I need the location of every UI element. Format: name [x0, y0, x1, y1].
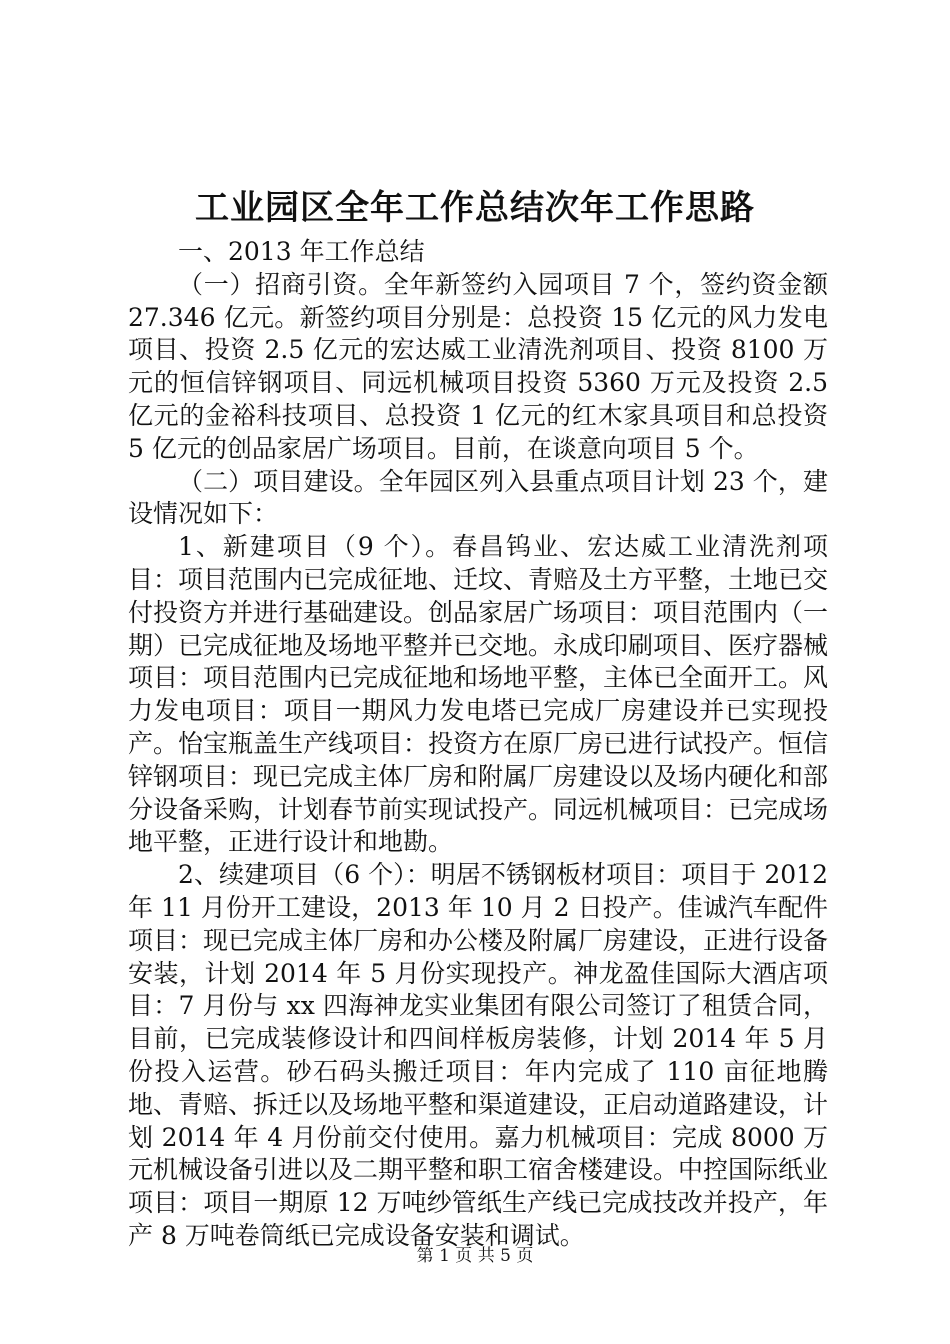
paragraph-continued-projects: 2、续建项目（6 个）：明居不锈钢板材项目：项目于 2012 年 11 月份开工建设，2013 年 10 月 2 日投产。佳诚汽车配件项目：现已完成主体厂房和办公楼及附属厂房建设，正进行设备安装，计划 2014 年 5 月份实现投产。神龙盈佳国际大酒店项目：7 月份与 xx 四海神龙实业集团有限公司签订了租赁合同，目前，已完成装修设计和四间样板房装修，计划 2014 年 5 月份投入运营。砂石码头搬迁项目：年内完成了 110 亩征地腾地、青赔、拆迁以及场地平整和渠道建设，正启动道路建设，计划 2014 年 4 月份前交付使用。嘉力机械项目：完成 8000 万元机械设备引进以及二期平整和职工宿舍楼建设。中控国际纸业项目：项目一期原 12 万吨纱管纸生产线已完成技改并投产，年产 8 万吨卷筒纸已完成设备安装和调试。	[128, 860, 829, 1250]
paragraph-investment: （一）招商引资。全年新签约入园项目 7 个，签约资金额 27.346 亿元。新签约项目分别是：总投资 15 亿元的风力发电项目、投资 2.5 亿元的宏达威工业清洗剂项目、投资 8100 万元的恒信锌钢项目、同远机械项目投资 5360 万元及投资 2.5 亿元的金裕科技项目、总投资 1 亿元的红木家具项目和总投资 5 亿元的创品家居广场项目。目前，在谈意向项目 5 个。	[128, 269, 828, 463]
paragraph-new-projects: 1、新建项目（9 个）。春昌钨业、宏达威工业清洗剂项目：项目范围内已完成征地、迁坟、青赔及土方平整，土地已交付投资方并进行基础建设。创品家居广场项目：项目范围内（一期）已完成征地及场地平整并已交地。永成印刷项目、医疗器械项目：项目范围内已完成征地和场地平整，主体已全面开工。风力发电项目：项目一期风力发电塔已完成厂房建设并已实现投产。怡宝瓶盖生产线项目：投资方在原厂房已进行试投产。恒信锌钢项目：现已完成主体厂房和附属厂房建设以及场内硬化和部分设备采购，计划春节前实现试投产。同远机械项目：已完成场地平整，正进行设计和地勘。	[128, 532, 829, 857]
document-title: 工业园区全年工作总结次年工作思路	[195, 188, 755, 228]
section-heading: 一、2013 年工作总结	[178, 237, 425, 266]
paragraph-project-construction: （二）项目建设。全年园区列入县重点项目计划 23 个，建设情况如下：	[128, 466, 828, 529]
page-number-footer: 第 1 页 共 5 页	[416, 1246, 534, 1266]
document-body	[128, 236, 828, 1253]
